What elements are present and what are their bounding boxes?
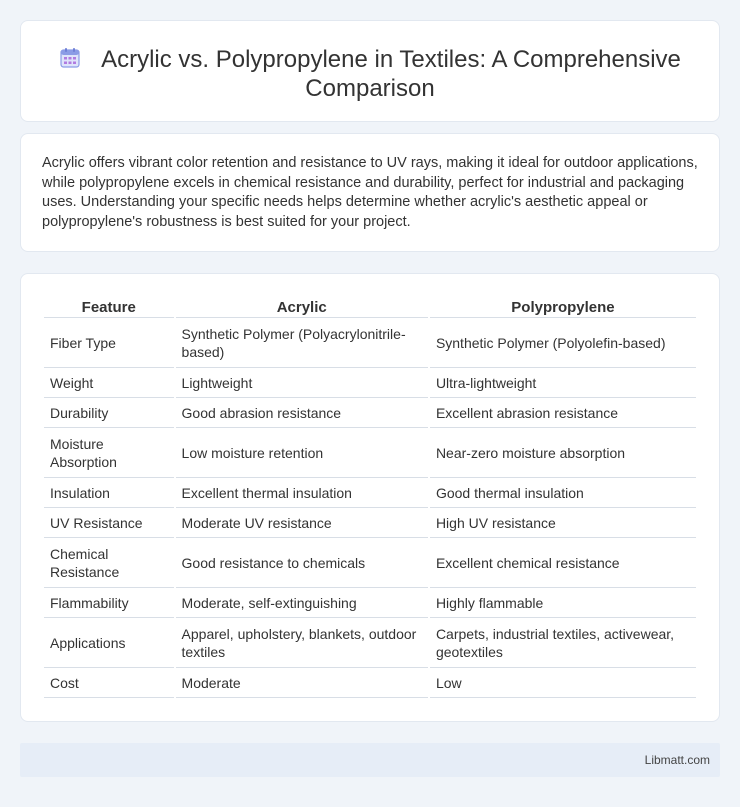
cell-acrylic: Synthetic Polymer (Polyacrylonitrile-based) [176,318,428,368]
cell-polypropylene: Ultra-lightweight [430,368,696,398]
cell-feature: Weight [44,368,174,398]
cell-polypropylene: Carpets, industrial textiles, activewear, geotextiles [430,618,696,668]
cell-polypropylene: Low [430,668,696,698]
cell-polypropylene: Excellent chemical resistance [430,538,696,588]
header-acrylic: Acrylic [176,296,428,318]
cell-acrylic: Moderate UV resistance [176,508,428,538]
cell-polypropylene: Excellent abrasion resistance [430,398,696,428]
table-header-row [44,296,696,318]
cell-acrylic: Good resistance to chemicals [176,538,428,588]
table-row [44,508,696,538]
table-row [44,368,696,398]
cell-feature: Fiber Type [44,318,174,368]
table-row [44,398,696,428]
cell-polypropylene: Near-zero moisture absorption [430,428,696,478]
page-title: Acrylic vs. Polypropylene in Textiles: A Comprehensive Comparison [101,46,681,102]
table-row [44,538,696,588]
header-polypropylene: Polypropylene [430,296,696,318]
cell-feature: UV Resistance [44,508,174,538]
cell-polypropylene: Synthetic Polymer (Polyolefin-based) [430,318,696,368]
intro-card [20,133,720,252]
table-row [44,588,696,618]
cell-feature: Chemical Resistance [44,538,174,588]
cell-acrylic: Apparel, upholstery, blankets, outdoor textiles [176,618,428,668]
cell-feature: Applications [44,618,174,668]
table-row [44,618,696,668]
cell-feature: Flammability [44,588,174,618]
cell-acrylic: Good abrasion resistance [176,398,428,428]
table-row [44,428,696,478]
title-card [20,20,720,122]
cell-acrylic: Low moisture retention [176,428,428,478]
comparison-card [20,273,720,722]
cell-feature: Moisture Absorption [44,428,174,478]
comparison-table [42,296,698,698]
cell-feature: Cost [44,668,174,698]
cell-polypropylene: High UV resistance [430,508,696,538]
intro-paragraph: Acrylic offers vibrant color retention and resistance to UV rays, making it ideal for outdoor applications, while polypropylene excels in chemical resistance and durability, perfect for industrial and packaging uses. Understanding your specific needs helps determine whether acrylic's aesthetic appeal or polypropylene's robustness is best suited for your project. [42,155,698,230]
footer-site-link[interactable]: Libmatt.com [644,753,710,767]
footer-bar [20,743,720,777]
cell-feature: Durability [44,398,174,428]
cell-acrylic: Moderate, self-extinguishing [176,588,428,618]
cell-acrylic: Lightweight [176,368,428,398]
page-title-wrap [21,45,719,103]
calendar-icon [59,47,81,69]
cell-polypropylene: Highly flammable [430,588,696,618]
header-feature: Feature [44,296,174,318]
table-row [44,478,696,508]
cell-polypropylene: Good thermal insulation [430,478,696,508]
cell-acrylic: Excellent thermal insulation [176,478,428,508]
cell-feature: Insulation [44,478,174,508]
table-row [44,668,696,698]
table-row [44,318,696,368]
cell-acrylic: Moderate [176,668,428,698]
